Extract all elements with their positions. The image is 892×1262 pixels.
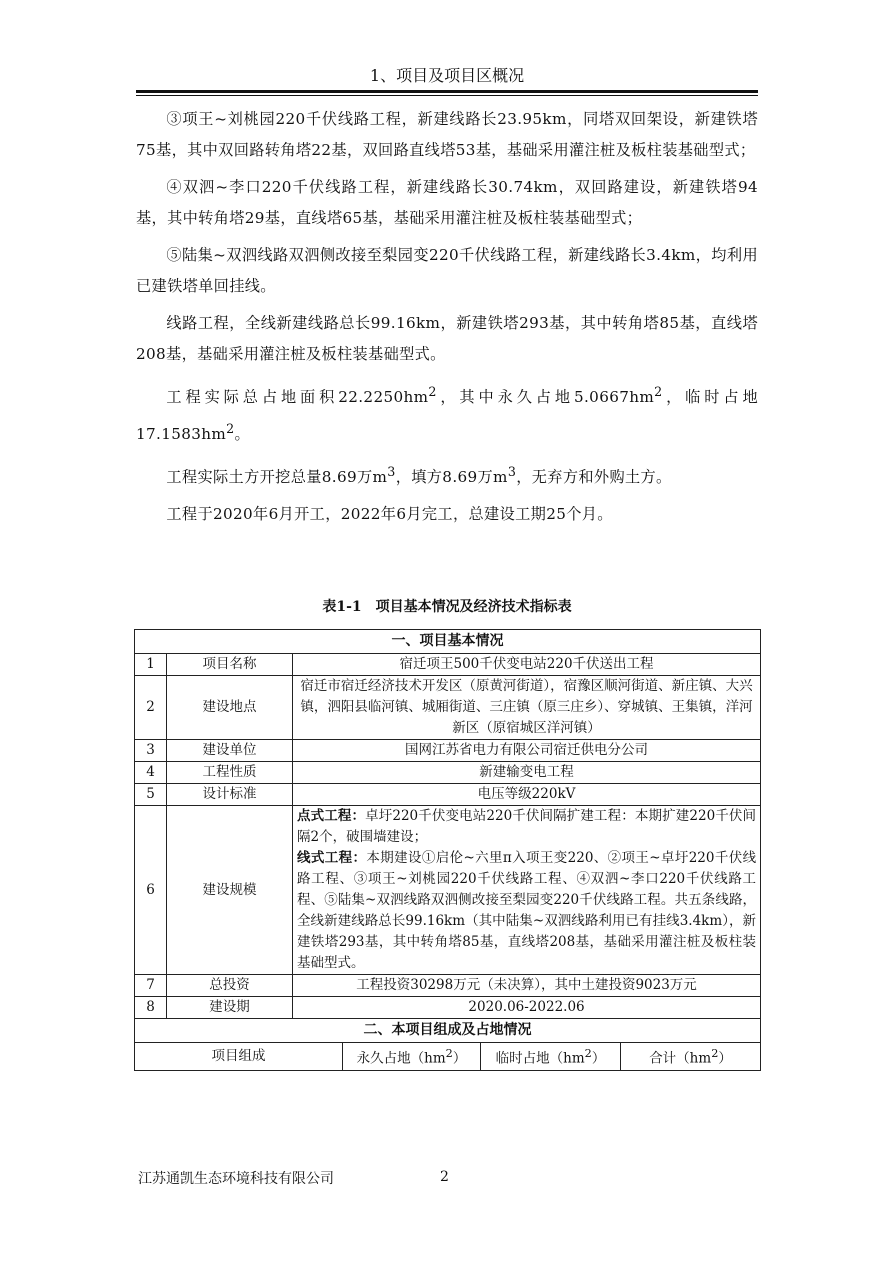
row-label: 项目名称 [167, 654, 293, 676]
table-row [135, 997, 761, 1019]
header-total-text: 合计（hm [649, 1050, 712, 1067]
row-value: 工程投资30298万元（未决算），其中土建投资9023万元 [293, 975, 761, 997]
row-value: 新建输变电工程 [293, 762, 761, 784]
row-label: 建设规模 [167, 806, 293, 975]
table-row [135, 676, 761, 740]
row-label: 建设地点 [167, 676, 293, 740]
table-row [135, 762, 761, 784]
header-temporary [481, 1043, 621, 1071]
row-number: 6 [135, 806, 167, 975]
sup-3: 3 [507, 464, 517, 480]
paragraph-line-summary: 线路工程，全线新建线路总长99.16km，新建铁塔293基，其中转角塔85基，直线塔208基，基础采用灌注桩及板柱装基础型式。 [136, 314, 758, 363]
header-temporary-text: 临时占地（hm [495, 1050, 585, 1067]
row-value: 国网江苏省电力有限公司宿迁供电分公司 [293, 740, 761, 762]
row-value: 宿迁市宿迁经济技术开发区（原黄河街道），宿豫区顺河街道、新庄镇、大兴镇，泗阳县临河镇、城厢街道、三庄镇（原三庄乡）、穿城镇、王集镇，洋河新区（原宿城区洋河镇） [293, 676, 761, 740]
row-value: 2020.06-2022.06 [293, 997, 761, 1019]
footer-company: 江苏通凯生态环境科技有限公司 [138, 1171, 334, 1187]
row-number: 3 [135, 740, 167, 762]
sup-2: 2 [428, 384, 437, 399]
table-row [135, 784, 761, 806]
land-area-end: 。 [234, 425, 251, 444]
row-number: 8 [135, 997, 167, 1019]
land-area-permanent: ，其中永久占地5.0667hm [436, 388, 655, 407]
table-section-row [135, 630, 761, 654]
row-label: 设计标准 [167, 784, 293, 806]
sup-2: 2 [226, 421, 235, 437]
earthwork-end: ，无弃方和外购土方。 [516, 468, 672, 487]
row-value: 宿迁项王500千伏变电站220千伏送出工程 [293, 654, 761, 676]
table-row [135, 975, 761, 997]
paragraph-line-3: ③项王~刘桃园220千伏线路工程，新建线路长23.95km，同塔双回架设，新建铁塔75基，其中双回路转角塔22基，双回路直线塔53基，基础采用灌注桩及板柱装基础型式； [136, 110, 758, 159]
row-number: 2 [135, 676, 167, 740]
sup-2: 2 [654, 384, 663, 399]
header-rule-thick [136, 90, 758, 93]
table-row [135, 740, 761, 762]
line-project-text: 本期建设①启伦~六里π入项王变220、②项王~卓圩220千伏线路工程、③项王~刘桃园220千伏线路工程、④双泗~李口220千伏线路工程、⑤陆集~双泗线路双泗侧改接至梨园变220千伏线路工程。共五条线路，全线新建线路总长99.16km（其中陆集~双泗线路利用已有挂线3.4km），新建铁塔293基，其中转角塔85基，直线塔208基，基础采用灌注桩及板柱装基础型式。 [297, 850, 757, 971]
row-number: 1 [135, 654, 167, 676]
table-row [135, 654, 761, 676]
row-number: 7 [135, 975, 167, 997]
point-project-label: 点式工程： [297, 808, 366, 824]
row-label: 总投资 [167, 975, 293, 997]
table-section-row [135, 1019, 761, 1043]
paragraph-line-4: ④双泗~李口220千伏线路工程，新建线路长30.74km，双回路建设，新建铁塔94基，其中转角塔29基，直线塔65基，基础采用灌注桩及板柱装基础型式； [136, 178, 758, 227]
paragraph-schedule: 工程于2020年6月开工，2022年6月完工，总建设工期25个月。 [166, 505, 613, 524]
table-row [135, 806, 761, 975]
paragraph-earthwork [136, 456, 758, 493]
row-label: 工程性质 [167, 762, 293, 784]
section-title-composition: 二、本项目组成及占地情况 [135, 1019, 761, 1043]
row-label: 建设单位 [167, 740, 293, 762]
paren-close: ） [591, 1050, 606, 1067]
paragraph-land-area [136, 376, 758, 450]
sup-2: 2 [711, 1047, 719, 1060]
row-label: 建设期 [167, 997, 293, 1019]
sup-2: 2 [584, 1047, 592, 1060]
row-number: 5 [135, 784, 167, 806]
footer-page-number: 2 [440, 1169, 449, 1185]
paren-close: ） [718, 1050, 732, 1067]
table-caption [136, 597, 758, 617]
paragraph-line-5: ⑤陆集~双泗线路双泗侧改接至梨园变220千伏线路工程，新建线路长3.4km，均利用已建铁塔单回挂线。 [136, 246, 758, 295]
row-value: 电压等级220kV [293, 784, 761, 806]
header-permanent [343, 1043, 481, 1071]
sup-2: 2 [445, 1047, 453, 1060]
land-area-total: 工程实际总占地面积22.2250hm [166, 388, 429, 407]
body-text [136, 104, 758, 536]
header-composition: 项目组成 [135, 1043, 343, 1071]
table-header-row [135, 1043, 761, 1071]
table-caption-title: 项目基本情况及经济技术指标表 [375, 599, 572, 615]
paren-close: ） [452, 1050, 467, 1067]
table-caption-number: 表1-1 [322, 599, 362, 615]
sup-3: 3 [387, 464, 396, 480]
row-number: 4 [135, 762, 167, 784]
point-project-text: 卓圩220千伏变电站220千伏间隔扩建工程：本期扩建220千伏间隔2个，破围墙建设； [297, 808, 757, 845]
header-total [621, 1043, 761, 1071]
header-rule-thin [136, 95, 758, 96]
section-title-basic: 一、项目基本情况 [135, 630, 761, 654]
earthwork-excavation: 工程实际土方开挖总量8.69万m [166, 468, 388, 487]
page-header-title: 1、项目及项目区概况 [369, 66, 525, 85]
project-info-table [134, 629, 761, 1071]
row-value-scale [293, 806, 761, 975]
earthwork-fill: ，填方8.69万m [395, 468, 508, 487]
land-area-temporary: ，临时占地17.1583hm [136, 388, 758, 444]
line-project-label: 线式工程： [297, 850, 367, 866]
header-permanent-text: 永久占地（hm [356, 1050, 446, 1067]
